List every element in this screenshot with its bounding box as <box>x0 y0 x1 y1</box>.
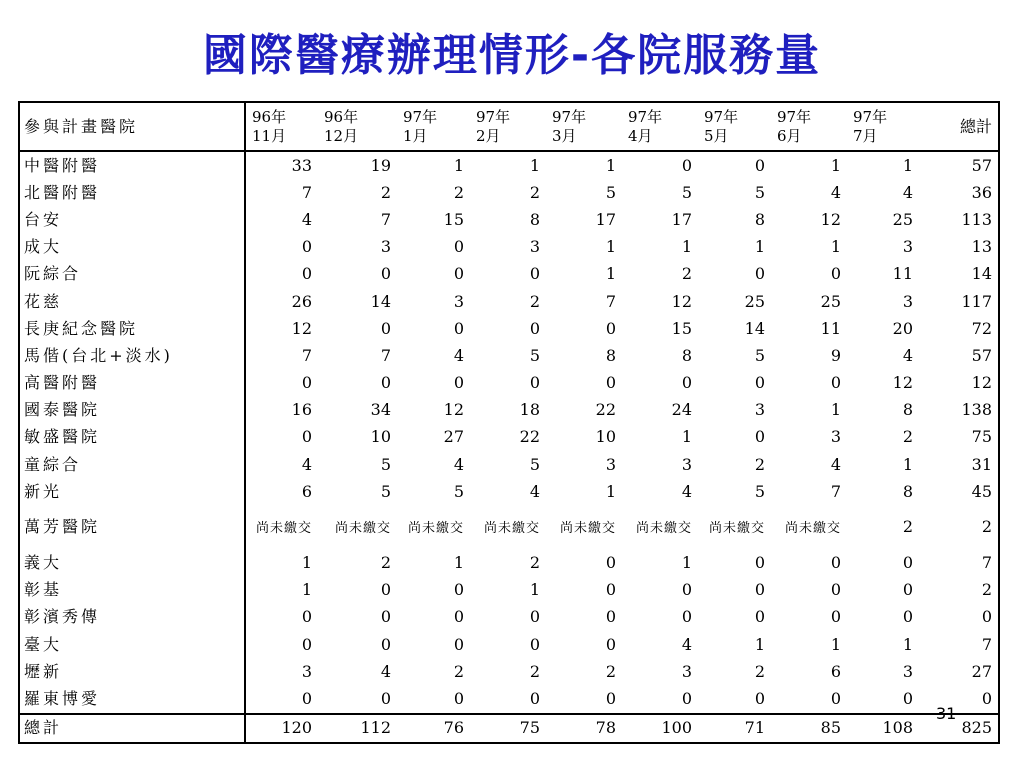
cell-value: 12 <box>820 209 841 229</box>
cell-value: 5 <box>754 345 765 365</box>
cell-value: 0 <box>301 607 312 627</box>
header-month <box>245 102 318 151</box>
cell-value: 25 <box>744 291 765 311</box>
cell-value: 8 <box>529 209 540 229</box>
row-total: 36 <box>971 182 992 202</box>
cell-value: 5 <box>380 481 391 501</box>
cell-value: 0 <box>529 607 540 627</box>
cell-value: 0 <box>902 607 913 627</box>
cell-value: 0 <box>754 607 765 627</box>
cell-value: 6 <box>301 481 312 501</box>
cell-value <box>771 505 847 549</box>
cell-value: 17 <box>671 209 692 229</box>
cell-value: 0 <box>681 373 692 393</box>
grand-total-label: 總計 <box>19 714 245 743</box>
cell-value: 11 <box>820 318 841 338</box>
cell-value: 4 <box>380 661 391 681</box>
cell-value: 5 <box>529 345 540 365</box>
cell-value: 0 <box>301 237 312 257</box>
header-month-month: 1月 <box>403 126 428 145</box>
cell-value: 1 <box>830 155 841 175</box>
table-row <box>19 424 999 451</box>
cell-value: 0 <box>754 688 765 708</box>
cell-value: 15 <box>443 209 464 229</box>
cell-value: 0 <box>453 318 464 338</box>
cell-value: 76 <box>397 714 470 743</box>
header-month-month: 2月 <box>476 126 501 145</box>
cell-value: 0 <box>453 634 464 654</box>
header-month <box>847 102 919 151</box>
row-total: 13 <box>971 237 992 257</box>
cell-value: 0 <box>301 634 312 654</box>
cell-value: 26 <box>291 291 312 311</box>
cell-value: 71 <box>698 714 771 743</box>
cell-value: 0 <box>529 688 540 708</box>
page-number: 31 <box>936 704 957 723</box>
cell-value: 0 <box>529 373 540 393</box>
table-row <box>19 151 999 179</box>
cell-value: 120 <box>245 714 318 743</box>
cell-value: 4 <box>830 182 841 202</box>
cell-value: 4 <box>453 345 464 365</box>
cell-value: 0 <box>681 155 692 175</box>
table-row <box>19 631 999 658</box>
cell-value: 1 <box>453 553 464 573</box>
hospital-name: 敏盛醫院 <box>19 424 245 451</box>
header-month-month: 3月 <box>552 126 577 145</box>
header-month-month: 4月 <box>628 126 653 145</box>
row-total: 12 <box>971 373 992 393</box>
header-month-year: 97年 <box>476 107 511 126</box>
cell-value: 4 <box>301 454 312 474</box>
hospital-name: 新光 <box>19 478 245 505</box>
cell-value: 12 <box>892 373 913 393</box>
hospital-name: 童綜合 <box>19 451 245 478</box>
cell-value: 0 <box>681 688 692 708</box>
row-total: 2 <box>981 580 992 600</box>
cell-value: 17 <box>595 209 616 229</box>
hospital-name: 花慈 <box>19 288 245 315</box>
table-row <box>19 261 999 288</box>
table-row <box>19 658 999 685</box>
cell-value: 5 <box>529 454 540 474</box>
cell-value: 0 <box>902 688 913 708</box>
cell-value: 1 <box>830 400 841 420</box>
cell-value: 1 <box>301 580 312 600</box>
row-total: 117 <box>961 291 992 311</box>
cell-value: 78 <box>546 714 622 743</box>
cell-value: 0 <box>380 373 391 393</box>
cell-value: 0 <box>754 553 765 573</box>
table-row <box>19 685 999 713</box>
cell-value: 3 <box>681 661 692 681</box>
row-total: 113 <box>961 209 992 229</box>
cell-value: 3 <box>681 454 692 474</box>
cell-value: 0 <box>902 553 913 573</box>
cell-value <box>245 505 318 549</box>
hospital-name: 彰基 <box>19 577 245 604</box>
cell-value: 0 <box>301 264 312 284</box>
table-row <box>19 451 999 478</box>
cell-value: 5 <box>754 481 765 501</box>
cell-value: 4 <box>301 209 312 229</box>
cell-value: 0 <box>754 373 765 393</box>
cell-value: 3 <box>902 291 913 311</box>
cell-value: 0 <box>380 634 391 654</box>
cell-value: 2 <box>529 661 540 681</box>
cell-value: 0 <box>380 580 391 600</box>
row-total: 7 <box>981 634 992 654</box>
header-month-month: 5月 <box>704 126 729 145</box>
cell-value: 34 <box>370 400 391 420</box>
cell-value: 1 <box>453 155 464 175</box>
slide-title: 國際醫療辦理情形-各院服務量 <box>202 30 822 81</box>
cell-value: 0 <box>754 155 765 175</box>
cell-value: 0 <box>605 688 616 708</box>
cell-value: 5 <box>380 454 391 474</box>
cell-value: 1 <box>681 553 692 573</box>
cell-value: 1 <box>902 634 913 654</box>
cell-value: 7 <box>380 209 391 229</box>
pending-note: 尚未繳交 <box>635 521 692 537</box>
cell-value <box>698 505 771 549</box>
cell-value: 0 <box>754 427 765 447</box>
cell-value: 0 <box>380 607 391 627</box>
table-row <box>19 206 999 233</box>
header-month <box>318 102 397 151</box>
cell-value: 2 <box>453 182 464 202</box>
cell-value: 85 <box>771 714 847 743</box>
cell-value: 0 <box>453 373 464 393</box>
cell-value <box>470 505 546 549</box>
cell-value: 4 <box>681 634 692 654</box>
cell-value: 3 <box>605 454 616 474</box>
header-month-year: 96年 <box>252 107 287 126</box>
cell-value: 0 <box>605 607 616 627</box>
cell-value: 1 <box>830 237 841 257</box>
cell-value: 2 <box>453 661 464 681</box>
cell-value: 100 <box>622 714 698 743</box>
cell-value: 0 <box>902 580 913 600</box>
cell-value: 75 <box>470 714 546 743</box>
row-total: 7 <box>981 553 992 573</box>
cell-value: 4 <box>453 454 464 474</box>
table-body <box>19 151 999 743</box>
table-row <box>19 370 999 397</box>
cell-value <box>546 505 622 549</box>
cell-value: 3 <box>380 237 391 257</box>
cell-value: 18 <box>519 400 540 420</box>
cell-value: 22 <box>519 427 540 447</box>
header-month-year: 97年 <box>552 107 587 126</box>
row-total: 14 <box>971 264 992 284</box>
cell-value: 1 <box>605 481 616 501</box>
cell-value <box>397 505 470 549</box>
row-total: 72 <box>971 318 992 338</box>
hospital-name: 高醫附醫 <box>19 370 245 397</box>
header-month <box>771 102 847 151</box>
cell-value: 112 <box>318 714 397 743</box>
cell-value: 1 <box>681 237 692 257</box>
cell-value: 4 <box>902 182 913 202</box>
row-total: 0 <box>981 607 992 627</box>
cell-value: 4 <box>830 454 841 474</box>
row-total: 2 <box>981 517 992 537</box>
cell-value: 0 <box>754 580 765 600</box>
grand-total-row <box>19 714 999 743</box>
header-month-month: 6月 <box>777 126 802 145</box>
cell-value: 4 <box>681 481 692 501</box>
cell-value: 7 <box>301 182 312 202</box>
hospital-name: 阮綜合 <box>19 261 245 288</box>
grand-total-value: 825 <box>919 714 999 743</box>
cell-value: 3 <box>301 661 312 681</box>
table-row <box>19 604 999 631</box>
cell-value: 0 <box>830 688 841 708</box>
cell-value: 1 <box>605 155 616 175</box>
cell-value: 5 <box>605 182 616 202</box>
header-month-year: 97年 <box>403 107 438 126</box>
row-total: 0 <box>981 688 992 708</box>
hospital-name: 國泰醫院 <box>19 397 245 424</box>
cell-value: 12 <box>443 400 464 420</box>
header-month <box>546 102 622 151</box>
hospital-name: 長庚紀念醫院 <box>19 315 245 342</box>
cell-value: 2 <box>380 553 391 573</box>
cell-value: 0 <box>605 318 616 338</box>
cell-value: 5 <box>754 182 765 202</box>
cell-value: 11 <box>892 264 913 284</box>
cell-value: 0 <box>754 264 765 284</box>
pending-note: 尚未繳交 <box>483 521 540 537</box>
cell-value: 2 <box>902 517 913 537</box>
header-month-year: 97年 <box>628 107 663 126</box>
cell-value: 1 <box>529 155 540 175</box>
cell-value: 10 <box>595 427 616 447</box>
cell-value: 25 <box>820 291 841 311</box>
cell-value: 14 <box>744 318 765 338</box>
cell-value: 1 <box>754 237 765 257</box>
cell-value: 9 <box>830 345 841 365</box>
cell-value: 1 <box>902 454 913 474</box>
cell-value: 0 <box>529 634 540 654</box>
header-month-year: 97年 <box>853 107 888 126</box>
header-month <box>470 102 546 151</box>
cell-value: 8 <box>681 345 692 365</box>
cell-value <box>622 505 698 549</box>
cell-value: 0 <box>301 688 312 708</box>
cell-value: 4 <box>902 345 913 365</box>
cell-value: 3 <box>830 427 841 447</box>
pending-note: 尚未繳交 <box>334 521 391 537</box>
row-total: 138 <box>961 400 992 420</box>
cell-value: 108 <box>847 714 919 743</box>
cell-value: 7 <box>380 345 391 365</box>
cell-value: 1 <box>754 634 765 654</box>
cell-value: 2 <box>529 553 540 573</box>
cell-value: 8 <box>754 209 765 229</box>
table-row <box>19 234 999 261</box>
cell-value: 3 <box>902 237 913 257</box>
cell-value: 8 <box>902 400 913 420</box>
header-month-month: 12月 <box>324 126 359 145</box>
header-month-month: 11月 <box>252 126 287 145</box>
cell-value: 2 <box>529 291 540 311</box>
header-month <box>397 102 470 151</box>
cell-value: 10 <box>370 427 391 447</box>
hospital-name: 中醫附醫 <box>19 151 245 179</box>
cell-value: 1 <box>605 237 616 257</box>
row-total: 31 <box>971 454 992 474</box>
cell-value: 15 <box>671 318 692 338</box>
cell-value: 7 <box>605 291 616 311</box>
cell-value: 5 <box>453 481 464 501</box>
hospital-name: 馬偕(台北+淡水) <box>19 342 245 369</box>
pending-note: 尚未繳交 <box>784 521 841 537</box>
header-month <box>698 102 771 151</box>
header-month-year: 97年 <box>704 107 739 126</box>
cell-value: 2 <box>605 661 616 681</box>
cell-value: 0 <box>830 553 841 573</box>
hospital-name: 北醫附醫 <box>19 179 245 206</box>
cell-value: 0 <box>301 427 312 447</box>
cell-value: 0 <box>605 553 616 573</box>
cell-value: 0 <box>453 688 464 708</box>
table-row <box>19 549 999 576</box>
table-row <box>19 288 999 315</box>
cell-value: 0 <box>605 634 616 654</box>
table-row <box>19 577 999 604</box>
header-month-year: 97年 <box>777 107 812 126</box>
cell-value: 0 <box>529 318 540 338</box>
table-row <box>19 179 999 206</box>
hospital-name: 義大 <box>19 549 245 576</box>
cell-value: 1 <box>529 580 540 600</box>
cell-value: 2 <box>902 427 913 447</box>
cell-value: 1 <box>830 634 841 654</box>
cell-value: 8 <box>902 481 913 501</box>
cell-value: 0 <box>380 318 391 338</box>
cell-value: 0 <box>380 264 391 284</box>
table-row <box>19 397 999 424</box>
cell-value: 22 <box>595 400 616 420</box>
cell-value: 0 <box>380 688 391 708</box>
cell-value: 0 <box>453 264 464 284</box>
cell-value: 3 <box>902 661 913 681</box>
cell-value: 0 <box>529 264 540 284</box>
cell-value: 0 <box>453 607 464 627</box>
cell-value: 0 <box>605 580 616 600</box>
row-total: 45 <box>971 481 992 501</box>
cell-value: 27 <box>443 427 464 447</box>
pending-note: 尚未繳交 <box>708 521 765 537</box>
hospital-name: 壢新 <box>19 658 245 685</box>
cell-value: 5 <box>681 182 692 202</box>
cell-value: 2 <box>380 182 391 202</box>
cell-value: 1 <box>301 553 312 573</box>
table-row <box>19 342 999 369</box>
cell-value: 0 <box>830 264 841 284</box>
cell-value: 20 <box>892 318 913 338</box>
cell-value: 24 <box>671 400 692 420</box>
cell-value: 1 <box>681 427 692 447</box>
service-volume-table <box>18 101 1000 744</box>
cell-value: 19 <box>370 155 391 175</box>
cell-value: 3 <box>529 237 540 257</box>
cell-value: 0 <box>605 373 616 393</box>
table-row <box>19 478 999 505</box>
hospital-name: 彰濱秀傳 <box>19 604 245 631</box>
cell-value: 33 <box>291 155 312 175</box>
table-row <box>19 505 999 549</box>
cell-value: 16 <box>291 400 312 420</box>
row-total: 27 <box>971 661 992 681</box>
cell-value: 2 <box>681 264 692 284</box>
cell-value: 0 <box>830 580 841 600</box>
hospital-name: 羅東博愛 <box>19 685 245 713</box>
cell-value: 14 <box>370 291 391 311</box>
cell-value: 3 <box>453 291 464 311</box>
row-total: 57 <box>971 155 992 175</box>
hospital-name: 成大 <box>19 234 245 261</box>
cell-value: 0 <box>830 373 841 393</box>
cell-value: 2 <box>754 661 765 681</box>
cell-value: 12 <box>671 291 692 311</box>
row-total: 57 <box>971 345 992 365</box>
cell-value: 1 <box>902 155 913 175</box>
header-month-month: 7月 <box>853 126 878 145</box>
hospital-name: 台安 <box>19 206 245 233</box>
cell-value: 3 <box>754 400 765 420</box>
cell-value: 6 <box>830 661 841 681</box>
cell-value: 0 <box>301 373 312 393</box>
cell-value: 4 <box>529 481 540 501</box>
cell-value: 2 <box>529 182 540 202</box>
pending-note: 尚未繳交 <box>407 521 464 537</box>
row-total: 75 <box>971 427 992 447</box>
cell-value: 25 <box>892 209 913 229</box>
cell-value: 7 <box>301 345 312 365</box>
pending-note: 尚未繳交 <box>255 521 312 537</box>
cell-value: 7 <box>830 481 841 501</box>
cell-value: 0 <box>681 580 692 600</box>
hospital-name: 萬芳醫院 <box>19 505 245 549</box>
table-header-row <box>19 102 999 151</box>
hospital-name: 臺大 <box>19 631 245 658</box>
cell-value: 0 <box>830 607 841 627</box>
cell-value: 0 <box>453 237 464 257</box>
cell-value <box>318 505 397 549</box>
header-month <box>622 102 698 151</box>
pending-note: 尚未繳交 <box>559 521 616 537</box>
cell-value: 0 <box>453 580 464 600</box>
header-total: 總計 <box>919 102 999 151</box>
cell-value: 1 <box>605 264 616 284</box>
cell-value: 12 <box>291 318 312 338</box>
header-hospital: 參與計畫醫院 <box>19 102 245 151</box>
cell-value: 2 <box>754 454 765 474</box>
cell-value: 0 <box>681 607 692 627</box>
table-row <box>19 315 999 342</box>
header-month-year: 96年 <box>324 107 359 126</box>
cell-value: 8 <box>605 345 616 365</box>
